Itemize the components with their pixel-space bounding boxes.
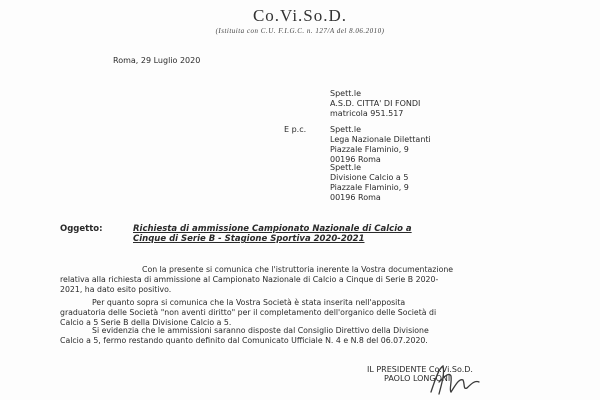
letterhead-title: Co.Vi.So.D. bbox=[252, 6, 348, 25]
recipient-cc-lnd bbox=[330, 125, 431, 165]
recipient-cc-divisione bbox=[330, 163, 409, 203]
body-line: graduatoria delle Società "non aventi diritto" per il completamento dell'organico delle Società di bbox=[60, 307, 437, 317]
recipient-line: Divisione Calcio a 5 bbox=[330, 173, 409, 182]
letter-date: Roma, 29 Luglio 2020 bbox=[113, 56, 201, 65]
recipient-line: Piazzale Flaminio, 9 bbox=[330, 183, 409, 192]
recipient-line: A.S.D. CITTA' DI FONDI bbox=[330, 99, 421, 108]
subject-label: Oggetto: bbox=[60, 224, 103, 234]
letterhead-subtitle: (Istituita con C.U. F.I.G.C. n. 127/A del 8.06.2010) bbox=[215, 27, 385, 35]
body-paragraph-3 bbox=[60, 326, 580, 346]
recipient-line: Spett.le bbox=[330, 163, 362, 172]
subject-line: Cinque di Serie B - Stagione Sportiva 2020-2021 bbox=[133, 234, 365, 244]
subject-line: Richiesta di ammissione Campionato Nazionale di Calcio a bbox=[133, 224, 412, 234]
body-line: Con la presente si comunica che l'istruttoria inerente la Vostra documentazione bbox=[142, 265, 454, 274]
recipient-line: Lega Nazionale Dilettanti bbox=[330, 135, 431, 144]
recipient-line: Spett.le bbox=[330, 125, 362, 134]
signatory-role: IL PRESIDENTE Co.Vi.So.D. bbox=[367, 365, 473, 374]
signatory-name: PAOLO LONGONI bbox=[384, 374, 451, 383]
handwritten-signature bbox=[425, 362, 485, 398]
body-line: Si evidenzia che le ammissioni saranno disposte dal Consiglio Direttivo della Divisione bbox=[92, 326, 429, 335]
recipient-line: Piazzale Flaminio, 9 bbox=[330, 145, 409, 154]
body-line: Calcio a 5 Serie B della Divisione Calcio a 5. bbox=[60, 317, 232, 327]
recipient-main bbox=[330, 89, 420, 119]
body-line: 2021, ha dato esito positivo. bbox=[60, 284, 172, 294]
recipient-line: 00196 Roma bbox=[330, 155, 381, 164]
body-paragraph-1 bbox=[60, 265, 580, 294]
recipient-line: matricola 951.517 bbox=[330, 109, 404, 118]
body-line: Calcio a 5, fermo restando quanto definito dal Comunicato Ufficiale N. 4 e N.8 del 06.07.2020. bbox=[60, 335, 428, 345]
cc-prefix: E p.c. bbox=[284, 125, 307, 134]
body-line: Per quanto sopra si comunica che la Vostra Società è stata inserita nell'apposita bbox=[92, 298, 406, 307]
body-line: relativa alla richiesta di ammissione al Campionato Nazionale di Calcio a Cinque di Serie B 2020- bbox=[60, 274, 439, 284]
recipient-line: 00196 Roma bbox=[330, 193, 381, 202]
subject-text bbox=[133, 224, 412, 244]
body-paragraph-2 bbox=[60, 298, 580, 327]
recipient-line: Spett.le bbox=[330, 89, 362, 98]
